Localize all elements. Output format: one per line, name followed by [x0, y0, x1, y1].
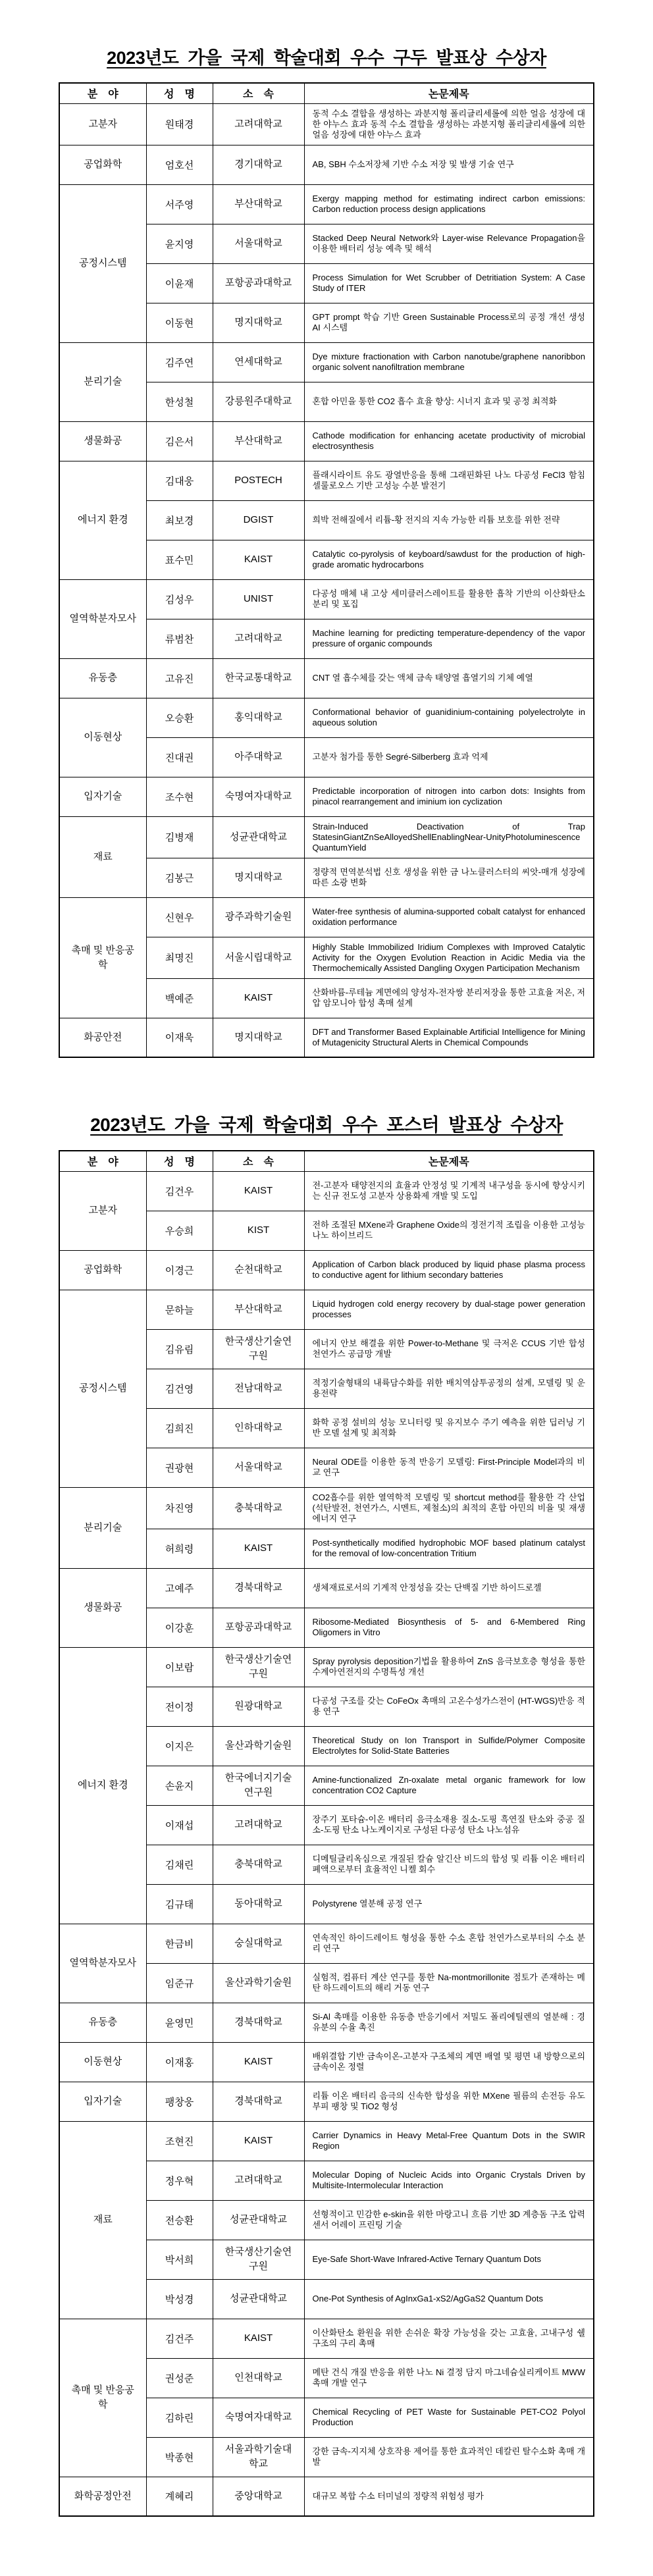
affiliation-cell: 충북대학교: [213, 1487, 304, 1529]
winner-name-cell: 류범찬: [146, 619, 213, 658]
paper-title-cell: Amine-functionalized Zn-oxalate metal organic framework for low concentration CO2 Capture: [304, 1766, 594, 1805]
affiliation-cell: 성균관대학교: [213, 2200, 304, 2240]
affiliation-cell: 원광대학교: [213, 1687, 304, 1726]
winner-row: [59, 1568, 594, 1608]
field-cell: 에너지 환경: [59, 1647, 146, 1924]
winner-name-cell: 김건우: [146, 1171, 213, 1211]
field-cell: 분리기술: [59, 342, 146, 421]
field-cell: 에너지 환경: [59, 461, 146, 579]
winner-name-cell: 이지은: [146, 1726, 213, 1766]
paper-title-cell: Eye-Safe Short-Wave Infrared-Active Ternary Quantum Dots: [304, 2240, 594, 2279]
winner-name-cell: 엄호선: [146, 145, 213, 184]
paper-title-cell: 적정기술형태의 내륙담수화를 위한 배치역삼투공정의 설계, 모델링 및 운용전략: [304, 1369, 594, 1408]
winner-row: [59, 145, 594, 184]
winner-name-cell: 차진영: [146, 1487, 213, 1529]
affiliation-cell: 숙명여자대학교: [213, 2398, 304, 2437]
paper-title-cell: Polystyrene 열분해 공정 연구: [304, 1884, 594, 1924]
field-cell: 입자기술: [59, 2082, 146, 2121]
affiliation-cell: 동아대학교: [213, 1884, 304, 1924]
column-header: 소 속: [213, 1151, 304, 1171]
affiliation-cell: 울산과학기술원: [213, 1726, 304, 1766]
winner-name-cell: 박성경: [146, 2279, 213, 2319]
affiliation-cell: POSTECH: [213, 461, 304, 500]
oral-awards-table: [59, 82, 594, 1058]
paper-title-cell: 배위결합 기반 금속이온-고분자 구조체의 계면 배열 및 평면 내 방향으로의 금속이온 정렬: [304, 2042, 594, 2082]
affiliation-cell: 한국생산기술연구원: [213, 2240, 304, 2279]
affiliation-cell: 고려대학교: [213, 1805, 304, 1845]
affiliation-cell: KAIST: [213, 2121, 304, 2161]
winner-name-cell: 최명진: [146, 937, 213, 978]
winner-name-cell: 김건영: [146, 1369, 213, 1408]
paper-title-cell: 이산화탄소 환원을 위한 손쉬운 확장 가능성을 갖는 고효율, 고내구성 쉘 구조의 구리 촉매: [304, 2319, 594, 2358]
affiliation-cell: 포항공과대학교: [213, 263, 304, 303]
paper-title-cell: Cathode modification for enhancing acetate productivity of microbial electrosynthesis: [304, 421, 594, 461]
winner-row: [59, 2082, 594, 2121]
field-cell: 열역학분자모사: [59, 579, 146, 658]
winner-name-cell: 김유림: [146, 1329, 213, 1369]
paper-title-cell: Conformational behavior of guanidinium-containing polyelectrolyte in aqueous solution: [304, 698, 594, 737]
column-header: 분 야: [59, 1151, 146, 1171]
field-cell: 유동층: [59, 2003, 146, 2042]
affiliation-cell: 순천대학교: [213, 1250, 304, 1290]
paper-title-cell: 에너지 안보 해결을 위한 Power-to-Methane 및 극저온 CCUS 기반 합성천연가스 공급망 개발: [304, 1329, 594, 1369]
paper-title-cell: 선형적이고 민감한 e-skin을 위한 마랑고니 흐름 기반 3D 계층돔 구조 압력센서 어레이 프린팅 기술: [304, 2200, 594, 2240]
oral-awards-section: [0, 43, 653, 1058]
winner-name-cell: 이경근: [146, 1250, 213, 1290]
field-cell: 공정시스템: [59, 1290, 146, 1487]
winner-row: [59, 816, 594, 858]
winner-row: [59, 579, 594, 619]
paper-title-cell: CNT 열 흡수체를 갖는 액체 금속 태양열 흡열기의 기체 예열: [304, 658, 594, 698]
winner-row: [59, 184, 594, 224]
paper-title-cell: Exergy mapping method for estimating indirect carbon emissions: Carbon reduction process design applications: [304, 184, 594, 224]
paper-title-cell: Post-synthetically modified hydrophobic MOF based platinum catalyst for the removal of low-concentration Tritium: [304, 1529, 594, 1568]
winner-name-cell: 서주영: [146, 184, 213, 224]
winner-row: [59, 2121, 594, 2161]
paper-title-cell: Machine learning for predicting temperature-dependency of the vapor pressure of organic compounds: [304, 619, 594, 658]
poster-awards-title: 2023년도 가을 국제 학술대회 우수 포스터 발표상 수상자: [90, 1115, 563, 1135]
field-cell: 화학공정안전: [59, 2477, 146, 2516]
affiliation-cell: KAIST: [213, 1171, 304, 1211]
affiliation-cell: KAIST: [213, 540, 304, 579]
winner-name-cell: 김은서: [146, 421, 213, 461]
affiliation-cell: 인천대학교: [213, 2358, 304, 2398]
paper-title-cell: Ribosome-Mediated Biosynthesis of 5- and 6-Membered Ring Oligomers in Vitro: [304, 1608, 594, 1647]
affiliation-cell: 성균관대학교: [213, 816, 304, 858]
paper-title-cell: Water-free synthesis of alumina-supported cobalt catalyst for enhanced oxidation performance: [304, 897, 594, 937]
winner-name-cell: 이재홍: [146, 2042, 213, 2082]
paper-title-cell: Application of Carbon black produced by liquid phase plasma process to conductive agent for lithium secondary batteries: [304, 1250, 594, 1290]
paper-title-cell: Stacked Deep Neural Network와 Layer-wise Relevance Propagation을 이용한 배터리 성능 예측 및 해석: [304, 224, 594, 263]
affiliation-cell: 경북대학교: [213, 2082, 304, 2121]
affiliation-cell: 고려대학교: [213, 103, 304, 145]
paper-title-cell: Si-Al 촉매를 이용한 유동층 반응기에서 저밀도 폴리에틸렌의 열분해 : 경유분의 수율 촉진: [304, 2003, 594, 2042]
paper-title-cell: 생체재료로서의 기계적 안정성을 갖는 단백질 기반 하이드로젤: [304, 1568, 594, 1608]
affiliation-cell: 경북대학교: [213, 1568, 304, 1608]
paper-title-cell: Liquid hydrogen cold energy recovery by dual-stage power generation processes: [304, 1290, 594, 1329]
affiliation-cell: 고려대학교: [213, 619, 304, 658]
affiliation-cell: KAIST: [213, 1529, 304, 1568]
winner-name-cell: 김규태: [146, 1884, 213, 1924]
winner-row: [59, 777, 594, 816]
winner-row: [59, 2477, 594, 2516]
winner-name-cell: 이동현: [146, 303, 213, 342]
paper-title-cell: 실험적, 컴퓨터 계산 연구를 통한 Na-montmorillonite 점토가 존재하는 메탄 하드레이트의 해리 거동 연구: [304, 1963, 594, 2003]
affiliation-cell: 전남대학교: [213, 1369, 304, 1408]
paper-title-cell: Highly Stable Immobilized Iridium Complexes with Improved Catalytic Activity for the Oxygen Evolution Reaction in Acidic Media via the Thermochemically Assisted Dangling Oxygen Participation Mechanism: [304, 937, 594, 978]
column-header: 성 명: [146, 1151, 213, 1171]
field-cell: 생물화공: [59, 421, 146, 461]
field-cell: 입자기술: [59, 777, 146, 816]
winner-name-cell: 전이정: [146, 1687, 213, 1726]
affiliation-cell: 서울시립대학교: [213, 937, 304, 978]
field-cell: 화공안전: [59, 1018, 146, 1057]
poster-awards-table: [59, 1150, 594, 2517]
paper-title-cell: Chemical Recycling of PET Waste for Sustainable PET-CO2 Polyol Production: [304, 2398, 594, 2437]
poster-awards-section: [0, 1111, 653, 2517]
winner-row: [59, 1171, 594, 1211]
affiliation-cell: 명지대학교: [213, 1018, 304, 1057]
winner-name-cell: 신현우: [146, 897, 213, 937]
winner-name-cell: 표수민: [146, 540, 213, 579]
field-cell: 열역학분자모사: [59, 1924, 146, 2003]
field-cell: 생물화공: [59, 1568, 146, 1647]
oral-awards-title: 2023년도 가을 국제 학술대회 우수 구두 발표상 수상자: [107, 48, 546, 68]
winner-name-cell: 윤지영: [146, 224, 213, 263]
column-header: 논문제목: [304, 1151, 594, 1171]
affiliation-cell: 부산대학교: [213, 421, 304, 461]
column-header: 논문제목: [304, 83, 594, 103]
affiliation-cell: 인하대학교: [213, 1408, 304, 1448]
paper-title-cell: 리튬 이온 배터리 음극의 신속한 합성을 위한 MXene 필름의 손전등 유도 부피 팽창 및 TiO2 형성: [304, 2082, 594, 2121]
paper-title-cell: 장주기 포타슘-이온 배터리 음극소재용 질소-도핑 흑연질 탄소와 중공 질소-도핑 탄소 나노케이지로 구성된 다공성 탄소 나노섬유: [304, 1805, 594, 1845]
paper-title-cell: 연속적인 하이드레이트 형성을 통한 수소 혼합 천연가스로부터의 수소 분리 연구: [304, 1924, 594, 1963]
winner-name-cell: 이윤재: [146, 263, 213, 303]
winner-name-cell: 고예주: [146, 1568, 213, 1608]
winner-row: [59, 421, 594, 461]
affiliation-cell: 숙명여자대학교: [213, 777, 304, 816]
winner-name-cell: 원태경: [146, 103, 213, 145]
affiliation-cell: 광주과학기술원: [213, 897, 304, 937]
paper-title-cell: 전-고분자 태양전지의 효율과 안정성 및 기계적 내구성을 동시에 향상시키는 신규 전도성 고분자 상용화제 개발 및 도입: [304, 1171, 594, 1211]
winner-row: [59, 1924, 594, 1963]
winner-name-cell: 김성우: [146, 579, 213, 619]
affiliation-cell: 명지대학교: [213, 303, 304, 342]
winner-name-cell: 우승희: [146, 1211, 213, 1250]
affiliation-cell: 울산과학기술원: [213, 1963, 304, 2003]
paper-title-cell: 정량적 면역분석법 신호 생성을 위한 금 나노클러스터의 씨앗-매개 성장에 따른 소광 변화: [304, 858, 594, 897]
paper-title-cell: Catalytic co-pyrolysis of keyboard/sawdust for the production of high-grade aromatic hydrocarbons: [304, 540, 594, 579]
winner-name-cell: 김대웅: [146, 461, 213, 500]
paper-title-cell: 대규모 복합 수소 터미널의 정량적 위험성 평가: [304, 2477, 594, 2516]
paper-title-cell: Spray pyrolysis deposition기법을 활용하여 ZnS 음극보호층 형성을 통한 수계아연전지의 수명특성 개선: [304, 1647, 594, 1687]
winner-name-cell: 김건주: [146, 2319, 213, 2358]
winner-name-cell: 팽창웅: [146, 2082, 213, 2121]
winner-name-cell: 윤영민: [146, 2003, 213, 2042]
paper-title-cell: Molecular Doping of Nucleic Acids into Organic Crystals Driven by Multisite-Intermolecular Interaction: [304, 2161, 594, 2200]
field-cell: 유동층: [59, 658, 146, 698]
winner-name-cell: 한성철: [146, 382, 213, 421]
winner-row: [59, 1647, 594, 1687]
affiliation-cell: 충북대학교: [213, 1845, 304, 1884]
affiliation-cell: 한국교통대학교: [213, 658, 304, 698]
winner-name-cell: 이강훈: [146, 1608, 213, 1647]
winner-row: [59, 103, 594, 145]
affiliation-cell: KAIST: [213, 2319, 304, 2358]
winner-name-cell: 허희령: [146, 1529, 213, 1568]
affiliation-cell: 연세대학교: [213, 342, 304, 382]
affiliation-cell: DGIST: [213, 500, 304, 540]
winner-name-cell: 김채린: [146, 1845, 213, 1884]
affiliation-cell: 서울과학기술대학교: [213, 2437, 304, 2477]
field-cell: 공업화학: [59, 1250, 146, 1290]
winner-row: [59, 2319, 594, 2358]
paper-title-cell: 다공성 구조를 갖는 CoFeOx 촉매의 고온수성가스전이 (HT-WGS)반응 적용 연구: [304, 1687, 594, 1726]
winner-row: [59, 1290, 594, 1329]
winner-name-cell: 김하린: [146, 2398, 213, 2437]
winner-name-cell: 백예준: [146, 978, 213, 1018]
paper-title-cell: Carrier Dynamics in Heavy Metal-Free Quantum Dots in the SWIR Region: [304, 2121, 594, 2161]
paper-title-cell: Dye mixture fractionation with Carbon nanotube/graphene nanoribbon organic solvent nanofiltration membrane: [304, 342, 594, 382]
affiliation-cell: 경북대학교: [213, 2003, 304, 2042]
paper-title-cell: 플래시라이트 유도 광열반응을 통해 그래핀화된 나노 다공성 FeCl3 함침 셀룰로오스 기반 고성능 수분 발전기: [304, 461, 594, 500]
field-cell: 재료: [59, 2121, 146, 2319]
paper-title-cell: 다공성 매체 내 고상 세미클러스레이트를 활용한 흡착 기반의 이산화탄소 분리 및 포집: [304, 579, 594, 619]
paper-title-cell: 산화바륨-루테늄 계면에의 양성자-전자쌍 분리저장을 통한 고효율 저온, 저압 암모니아 합성 촉매 설계: [304, 978, 594, 1018]
winner-name-cell: 문하늘: [146, 1290, 213, 1329]
affiliation-cell: 한국생산기술연구원: [213, 1647, 304, 1687]
winner-name-cell: 조현진: [146, 2121, 213, 2161]
affiliation-cell: 한국생산기술연구원: [213, 1329, 304, 1369]
paper-title-cell: 희박 전해질에서 리튬-황 전지의 지속 가능한 리튬 보호를 위한 전략: [304, 500, 594, 540]
affiliation-cell: 서울대학교: [213, 1448, 304, 1487]
winner-name-cell: 최보경: [146, 500, 213, 540]
affiliation-cell: 명지대학교: [213, 858, 304, 897]
paper-title-cell: 메탄 건식 개질 반응을 위한 나노 Ni 결정 담지 마그네슘실리케이트 MWW 촉매 개발 연구: [304, 2358, 594, 2398]
winner-name-cell: 김주연: [146, 342, 213, 382]
paper-title-cell: 전하 조절된 MXene과 Graphene Oxide의 정전기적 조립을 이용한 고성능 나노 하이브리드: [304, 1211, 594, 1250]
winner-row: [59, 698, 594, 737]
affiliation-cell: 성균관대학교: [213, 2279, 304, 2319]
paper-title-cell: CO2흡수를 위한 열역학적 모델링 및 shortcut method를 활용한 각 산업(석탄발전, 천연가스, 시멘트, 제철소)의 최적의 혼합 아민의 비율 및 재생에너지 연구: [304, 1487, 594, 1529]
winner-row: [59, 897, 594, 937]
winner-name-cell: 이보람: [146, 1647, 213, 1687]
field-cell: 공정시스템: [59, 184, 146, 342]
affiliation-cell: 강릉원주대학교: [213, 382, 304, 421]
affiliation-cell: 아주대학교: [213, 737, 304, 777]
winner-row: [59, 658, 594, 698]
field-cell: 공업화학: [59, 145, 146, 184]
affiliation-cell: 중앙대학교: [213, 2477, 304, 2516]
affiliation-cell: KAIST: [213, 2042, 304, 2082]
affiliation-cell: 서울대학교: [213, 224, 304, 263]
winner-row: [59, 2042, 594, 2082]
paper-title-cell: Theoretical Study on Ion Transport in Sulfide/Polymer Composite Electrolytes for Solid-State Batteries: [304, 1726, 594, 1766]
winner-name-cell: 진대권: [146, 737, 213, 777]
field-cell: 재료: [59, 816, 146, 897]
paper-title-cell: DFT and Transformer Based Explainable Artificial Intelligence for Mining of Mutagenicity Structural Alerts in Chemical Compounds: [304, 1018, 594, 1057]
field-cell: 고분자: [59, 103, 146, 145]
winner-name-cell: 김봉근: [146, 858, 213, 897]
winner-name-cell: 권광현: [146, 1448, 213, 1487]
winner-name-cell: 권성준: [146, 2358, 213, 2398]
winner-name-cell: 이재섭: [146, 1805, 213, 1845]
winner-name-cell: 박서희: [146, 2240, 213, 2279]
field-cell: 촉매 및 반응공학: [59, 897, 146, 1018]
winner-name-cell: 조수현: [146, 777, 213, 816]
paper-title-cell: Neural ODE를 이용한 동적 반응기 모델링: First-Principle Model과의 비교 연구: [304, 1448, 594, 1487]
winner-name-cell: 김병재: [146, 816, 213, 858]
winner-name-cell: 한금비: [146, 1924, 213, 1963]
affiliation-cell: 한국에너지기술연구원: [213, 1766, 304, 1805]
paper-title-cell: 혼합 아민을 통한 CO2 흡수 효율 향상: 시너지 효과 및 공정 최적화: [304, 382, 594, 421]
winner-row: [59, 1487, 594, 1529]
column-header: 소 속: [213, 83, 304, 103]
paper-title-cell: GPT prompt 학습 기반 Green Sustainable Process로의 공정 개선 생성 AI 시스템: [304, 303, 594, 342]
affiliation-cell: KIST: [213, 1211, 304, 1250]
table-header-row: [59, 1151, 594, 1171]
winner-name-cell: 이재욱: [146, 1018, 213, 1057]
paper-title-cell: Strain-Induced Deactivation of Trap StatesinGiantZnSeAlloyedShellEnablingNear-UnityPhotoluminescence QuantumYield: [304, 816, 594, 858]
winner-name-cell: 임준규: [146, 1963, 213, 2003]
paper-title-cell: 동적 수소 결합을 생성하는 과분지형 폴리글리세롤에 의한 얼음 성장에 대한 야누스 효과 동적 수소 결합을 생성하는 과분지형 폴리글리세롤에 의한 얼음 성장에 대한 야누스 효과: [304, 103, 594, 145]
field-cell: 분리기술: [59, 1487, 146, 1568]
affiliation-cell: 부산대학교: [213, 184, 304, 224]
winner-row: [59, 2003, 594, 2042]
column-header: 분 야: [59, 83, 146, 103]
affiliation-cell: 포항공과대학교: [213, 1608, 304, 1647]
winner-name-cell: 전승환: [146, 2200, 213, 2240]
paper-title-cell: 디메틸글리옥심으로 개질된 칼슘 알긴산 비드의 합성 및 리튬 이온 배터리 폐액으로부터 효율적인 니켈 회수: [304, 1845, 594, 1884]
field-cell: 촉매 및 반응공학: [59, 2319, 146, 2477]
paper-title-cell: Process Simulation for Wet Scrubber of Detritiation System: A Case Study of ITER: [304, 263, 594, 303]
affiliation-cell: 부산대학교: [213, 1290, 304, 1329]
table-header-row: [59, 83, 594, 103]
winner-name-cell: 김희진: [146, 1408, 213, 1448]
affiliation-cell: KAIST: [213, 978, 304, 1018]
winner-name-cell: 박종현: [146, 2437, 213, 2477]
winner-name-cell: 고유진: [146, 658, 213, 698]
affiliation-cell: 숭실대학교: [213, 1924, 304, 1963]
paper-title-cell: 고분자 첨가를 통한 Segré-Silberberg 효과 억제: [304, 737, 594, 777]
affiliation-cell: UNIST: [213, 579, 304, 619]
paper-title-cell: 화학 공정 설비의 성능 모니터링 및 유지보수 주기 예측을 위한 딥러닝 기반 모델 설계 및 최적화: [304, 1408, 594, 1448]
winner-name-cell: 오승환: [146, 698, 213, 737]
field-cell: 이동현상: [59, 698, 146, 777]
affiliation-cell: 경기대학교: [213, 145, 304, 184]
winner-row: [59, 1250, 594, 1290]
column-header: 성 명: [146, 83, 213, 103]
paper-title-cell: AB, SBH 수소저장체 기반 수소 저장 및 발생 기술 연구: [304, 145, 594, 184]
winner-row: [59, 342, 594, 382]
paper-title-cell: One-Pot Synthesis of AgInxGa1-xS2/AgGaS2 Quantum Dots: [304, 2279, 594, 2319]
field-cell: 고분자: [59, 1171, 146, 1250]
winner-row: [59, 1018, 594, 1057]
paper-title-cell: 강한 금속-지지체 상호작용 제어를 통한 효과적인 데칼린 탈수소화 촉매 개발: [304, 2437, 594, 2477]
field-cell: 이동현상: [59, 2042, 146, 2082]
winner-name-cell: 계혜리: [146, 2477, 213, 2516]
winner-name-cell: 손윤지: [146, 1766, 213, 1805]
paper-title-cell: Predictable incorporation of nitrogen into carbon dots: Insights from pinacol rearrangement and iminium ion cyclization: [304, 777, 594, 816]
affiliation-cell: 홍익대학교: [213, 698, 304, 737]
winner-row: [59, 461, 594, 500]
affiliation-cell: 고려대학교: [213, 2161, 304, 2200]
winner-name-cell: 정우혁: [146, 2161, 213, 2200]
